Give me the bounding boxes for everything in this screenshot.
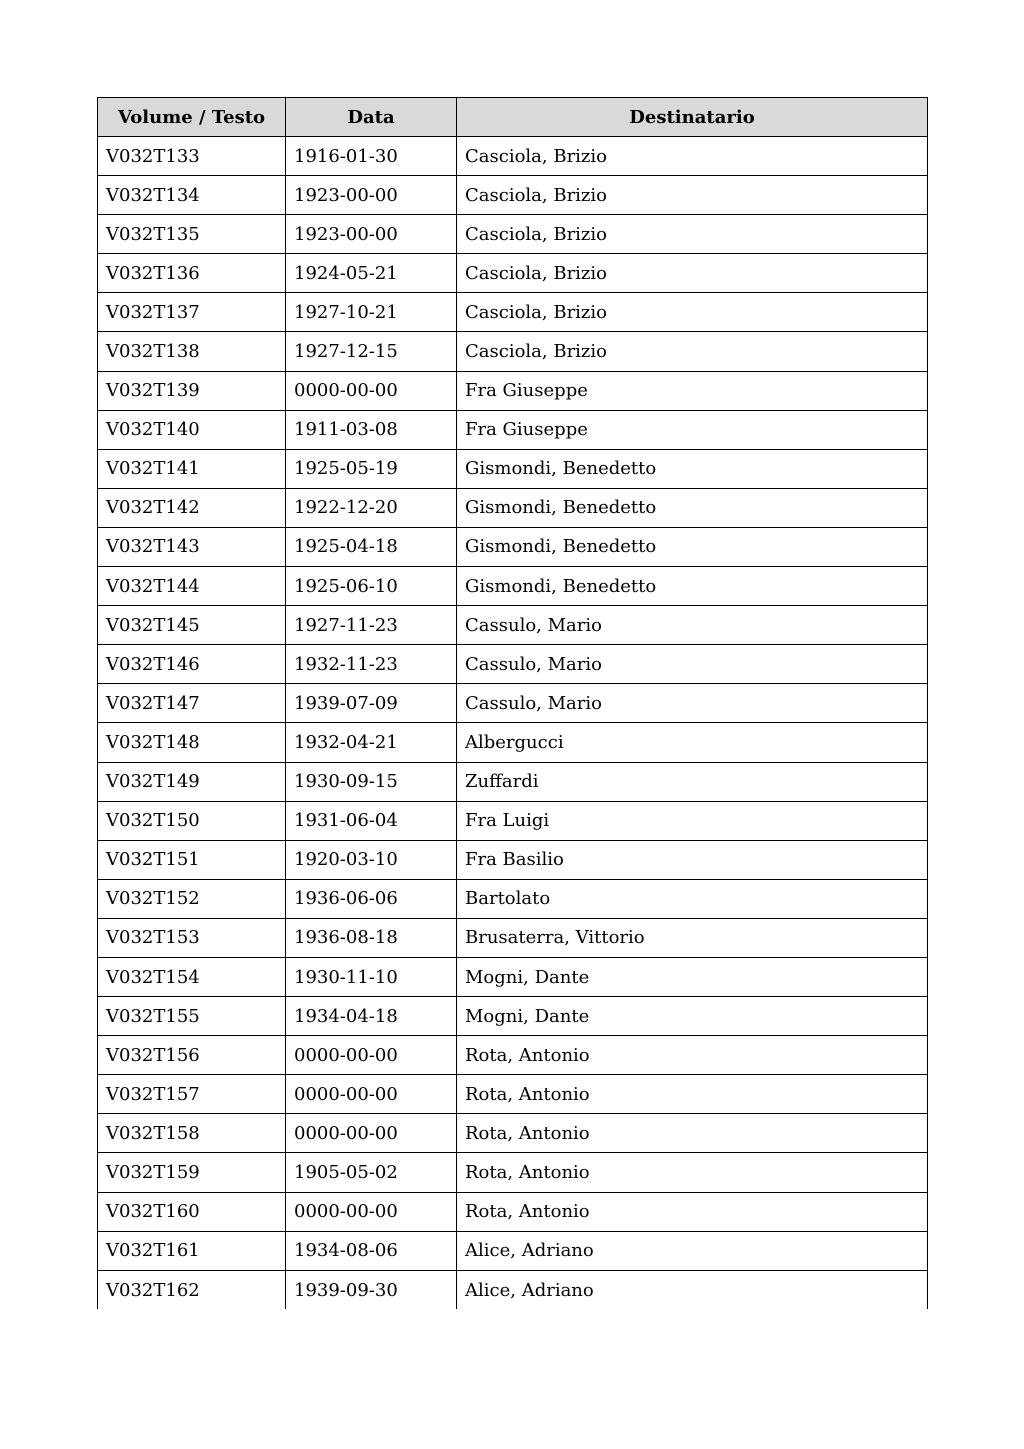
table-row (98, 840, 928, 879)
table-body (98, 137, 928, 1310)
table-row (98, 567, 928, 606)
cell-volume-testo: V032T136 (98, 254, 286, 293)
cell-data: 1939-09-30 (286, 1270, 457, 1309)
cell-destinatario: Alice, Adriano (457, 1270, 928, 1309)
cell-destinatario: Gismondi, Benedetto (457, 527, 928, 566)
cell-destinatario: Fra Giuseppe (457, 410, 928, 449)
cell-volume-testo: V032T139 (98, 371, 286, 410)
cell-destinatario: Gismondi, Benedetto (457, 488, 928, 527)
table-row (98, 176, 928, 215)
table-row (98, 606, 928, 645)
table-row (98, 293, 928, 332)
cell-destinatario: Rota, Antonio (457, 1036, 928, 1075)
cell-data: 1931-06-04 (286, 801, 457, 840)
table-row (98, 137, 928, 176)
cell-volume-testo: V032T147 (98, 684, 286, 723)
table-row (98, 215, 928, 254)
cell-volume-testo: V032T138 (98, 332, 286, 371)
cell-data: 1905-05-02 (286, 1153, 457, 1192)
header-volume-testo: Volume / Testo (98, 98, 286, 137)
table-row (98, 488, 928, 527)
cell-data: 0000-00-00 (286, 1075, 457, 1114)
cell-destinatario: Casciola, Brizio (457, 176, 928, 215)
cell-destinatario: Rota, Antonio (457, 1153, 928, 1192)
cell-destinatario: Gismondi, Benedetto (457, 567, 928, 606)
cell-destinatario: Casciola, Brizio (457, 215, 928, 254)
cell-destinatario: Rota, Antonio (457, 1192, 928, 1231)
table-row (98, 879, 928, 918)
cell-destinatario: Gismondi, Benedetto (457, 449, 928, 488)
table-row (98, 410, 928, 449)
cell-data: 0000-00-00 (286, 1114, 457, 1153)
cell-destinatario: Casciola, Brizio (457, 332, 928, 371)
table-row (98, 1231, 928, 1270)
table-row (98, 723, 928, 762)
cell-destinatario: Cassulo, Mario (457, 606, 928, 645)
cell-data: 1927-11-23 (286, 606, 457, 645)
cell-destinatario: Fra Luigi (457, 801, 928, 840)
cell-data: 1934-08-06 (286, 1231, 457, 1270)
cell-volume-testo: V032T145 (98, 606, 286, 645)
cell-data: 1934-04-18 (286, 997, 457, 1036)
cell-destinatario: Casciola, Brizio (457, 293, 928, 332)
cell-data: 1927-10-21 (286, 293, 457, 332)
cell-volume-testo: V032T142 (98, 488, 286, 527)
table-row (98, 645, 928, 684)
table-row (98, 371, 928, 410)
cell-data: 0000-00-00 (286, 1036, 457, 1075)
table-row (98, 762, 928, 801)
table-header-row (98, 98, 928, 137)
cell-destinatario: Cassulo, Mario (457, 645, 928, 684)
cell-data: 1925-04-18 (286, 527, 457, 566)
cell-volume-testo: V032T155 (98, 997, 286, 1036)
cell-volume-testo: V032T156 (98, 1036, 286, 1075)
cell-destinatario: Fra Basilio (457, 840, 928, 879)
cell-volume-testo: V032T137 (98, 293, 286, 332)
header-destinatario: Destinatario (457, 98, 928, 137)
cell-data: 1930-11-10 (286, 957, 457, 996)
cell-volume-testo: V032T143 (98, 527, 286, 566)
cell-data: 1932-04-21 (286, 723, 457, 762)
cell-data: 1925-06-10 (286, 567, 457, 606)
header-data: Data (286, 98, 457, 137)
cell-volume-testo: V032T154 (98, 957, 286, 996)
cell-volume-testo: V032T159 (98, 1153, 286, 1192)
table-row (98, 1036, 928, 1075)
cell-data: 1925-05-19 (286, 449, 457, 488)
cell-volume-testo: V032T140 (98, 410, 286, 449)
cell-destinatario: Rota, Antonio (457, 1075, 928, 1114)
cell-data: 1911-03-08 (286, 410, 457, 449)
cell-volume-testo: V032T144 (98, 567, 286, 606)
cell-destinatario: Mogni, Dante (457, 957, 928, 996)
cell-volume-testo: V032T162 (98, 1270, 286, 1309)
cell-destinatario: Casciola, Brizio (457, 137, 928, 176)
cell-data: 1936-06-06 (286, 879, 457, 918)
cell-volume-testo: V032T149 (98, 762, 286, 801)
cell-volume-testo: V032T157 (98, 1075, 286, 1114)
cell-data: 1920-03-10 (286, 840, 457, 879)
table-row (98, 918, 928, 957)
cell-data: 0000-00-00 (286, 371, 457, 410)
cell-volume-testo: V032T146 (98, 645, 286, 684)
cell-data: 0000-00-00 (286, 1192, 457, 1231)
letters-register-table (97, 97, 928, 1309)
cell-data: 1930-09-15 (286, 762, 457, 801)
cell-volume-testo: V032T150 (98, 801, 286, 840)
cell-destinatario: Cassulo, Mario (457, 684, 928, 723)
cell-data: 1916-01-30 (286, 137, 457, 176)
cell-volume-testo: V032T141 (98, 449, 286, 488)
cell-data: 1923-00-00 (286, 176, 457, 215)
cell-destinatario: Fra Giuseppe (457, 371, 928, 410)
table-row (98, 1114, 928, 1153)
cell-data: 1936-08-18 (286, 918, 457, 957)
cell-volume-testo: V032T152 (98, 879, 286, 918)
table-row (98, 801, 928, 840)
table-row (98, 684, 928, 723)
cell-destinatario: Alice, Adriano (457, 1231, 928, 1270)
table-row (98, 254, 928, 293)
table-row (98, 1153, 928, 1192)
table-row (98, 449, 928, 488)
table-row (98, 1075, 928, 1114)
cell-destinatario: Mogni, Dante (457, 997, 928, 1036)
cell-volume-testo: V032T160 (98, 1192, 286, 1231)
cell-volume-testo: V032T158 (98, 1114, 286, 1153)
cell-destinatario: Albergucci (457, 723, 928, 762)
table-row (98, 527, 928, 566)
table-row (98, 1192, 928, 1231)
cell-data: 1927-12-15 (286, 332, 457, 371)
cell-destinatario: Rota, Antonio (457, 1114, 928, 1153)
table-row (98, 1270, 928, 1309)
table-row (98, 997, 928, 1036)
cell-destinatario: Casciola, Brizio (457, 254, 928, 293)
cell-volume-testo: V032T134 (98, 176, 286, 215)
cell-data: 1939-07-09 (286, 684, 457, 723)
cell-destinatario: Zuffardi (457, 762, 928, 801)
cell-data: 1923-00-00 (286, 215, 457, 254)
cell-destinatario: Bartolato (457, 879, 928, 918)
cell-data: 1922-12-20 (286, 488, 457, 527)
cell-volume-testo: V032T151 (98, 840, 286, 879)
cell-volume-testo: V032T133 (98, 137, 286, 176)
cell-destinatario: Brusaterra, Vittorio (457, 918, 928, 957)
cell-volume-testo: V032T148 (98, 723, 286, 762)
cell-data: 1924-05-21 (286, 254, 457, 293)
cell-volume-testo: V032T161 (98, 1231, 286, 1270)
table-row (98, 957, 928, 996)
table-row (98, 332, 928, 371)
cell-data: 1932-11-23 (286, 645, 457, 684)
cell-volume-testo: V032T153 (98, 918, 286, 957)
cell-volume-testo: V032T135 (98, 215, 286, 254)
